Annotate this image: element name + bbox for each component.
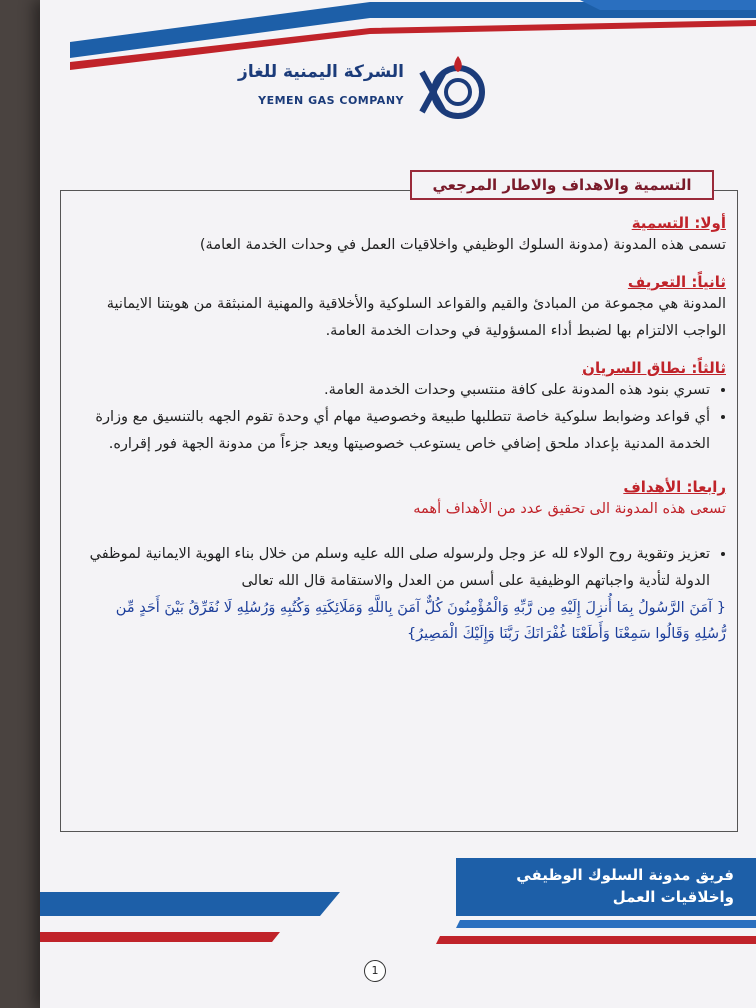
top-red-stripe [70, 20, 756, 70]
section-goals [88, 478, 726, 647]
section-heading-definition: ثانياً: التعريف [627, 273, 726, 291]
naming-text: تسمى هذه المدونة (مدونة السلوك الوظيفي واخلاقيات العمل في وحدات الخدمة العامة) [199, 237, 726, 253]
section-definition [88, 273, 726, 345]
scope-bullet-1: • تسري بنود هذه المدونة على كافة منتسبي وحدات الخدمة العامة. [88, 377, 710, 404]
bottom-red-stripe [40, 932, 280, 942]
company-logo-icon [414, 52, 494, 122]
document-page [40, 0, 756, 1008]
section-heading-goals: رابعا: الأهداف [623, 478, 726, 496]
section-heading-naming: أولا: التسمية [631, 214, 726, 232]
scope-bullet-2: • أي قواعد وضوابط سلوكية خاصة تتطلبها طبيعة وخصوصية مهام أي وحدة تقوم الجهه بالتنسيق مع وزارة الخدمة المدنية بإعداد ملحق إضافي خاص يستوعب خصوصيتها ويعد جزءاً من مدونة الجهة فور إقراره. [88, 404, 710, 458]
document-title: التسمية والاهداف والاطار المرجعي [410, 170, 714, 200]
definition-text: المدونة هي مجموعة من المبادئ والقيم والقواعد السلوكية والأخلاقية والمهنية المنبثقة من هويتنا الايمانية الواجب الالتزام بها لضبط أداء المسؤولية في وحدات الخدمة العامة. [106, 296, 726, 339]
goals-list [88, 541, 726, 595]
goals-intro: تسعى هذه المدونة الى تحقيق عدد من الأهداف أهمه [413, 501, 726, 517]
footer-team-name [464, 864, 734, 908]
section-heading-scope: ثالثاً: نطاق السريان [582, 359, 726, 377]
section-scope [88, 359, 726, 458]
footer-line-1: فريق مدونة السلوك الوظيفي [516, 866, 734, 884]
company-name-arabic: الشركة اليمنية للغاز [238, 62, 404, 82]
top-stripes [40, 0, 756, 70]
section-naming [88, 214, 726, 259]
goal-item-1: • تعزيز وتقوية روح الولاء لله عز وجل ولرسوله صلى الله عليه وسلم من خلال بناء الهوية الايمانية لموظفي الدولة لتأدية واجباتهم الوظيفية على أسس من العدل والاستقامة قال الله تعالى [88, 541, 710, 595]
scope-list [88, 377, 726, 458]
top-right-blue [580, 0, 756, 10]
company-name-english: YEMEN GAS COMPANY [258, 94, 404, 107]
bottom-red-stripe-right [436, 936, 756, 944]
page-number: 1 [364, 960, 386, 982]
bottom-blue-stripe-left [40, 892, 340, 916]
footer-line-2: واخلاقيات العمل [612, 888, 734, 906]
quran-quote: { آمَنَ الرَّسُولُ بِمَا أُنزِلَ إِلَيْهِ مِن رَّبِّهِ وَالْمُؤْمِنُونَ كُلٌّ آمَنَ بِاللَّهِ وَمَلَائِكَتِهِ وَكُتُبِهِ وَرُسُلِهِ لَا نُفَرِّقُ بَيْنَ أَحَدٍ مِّن رُّسُلِهِ وَقَالُوا سَمِعْنَا وَأَطَعْنَا غُفْرَانَكَ رَبَّنَا وَإِلَيْكَ الْمَصِيرُ} [115, 600, 726, 642]
bottom-blue-stripe-right [456, 920, 756, 928]
document-body [88, 210, 726, 661]
